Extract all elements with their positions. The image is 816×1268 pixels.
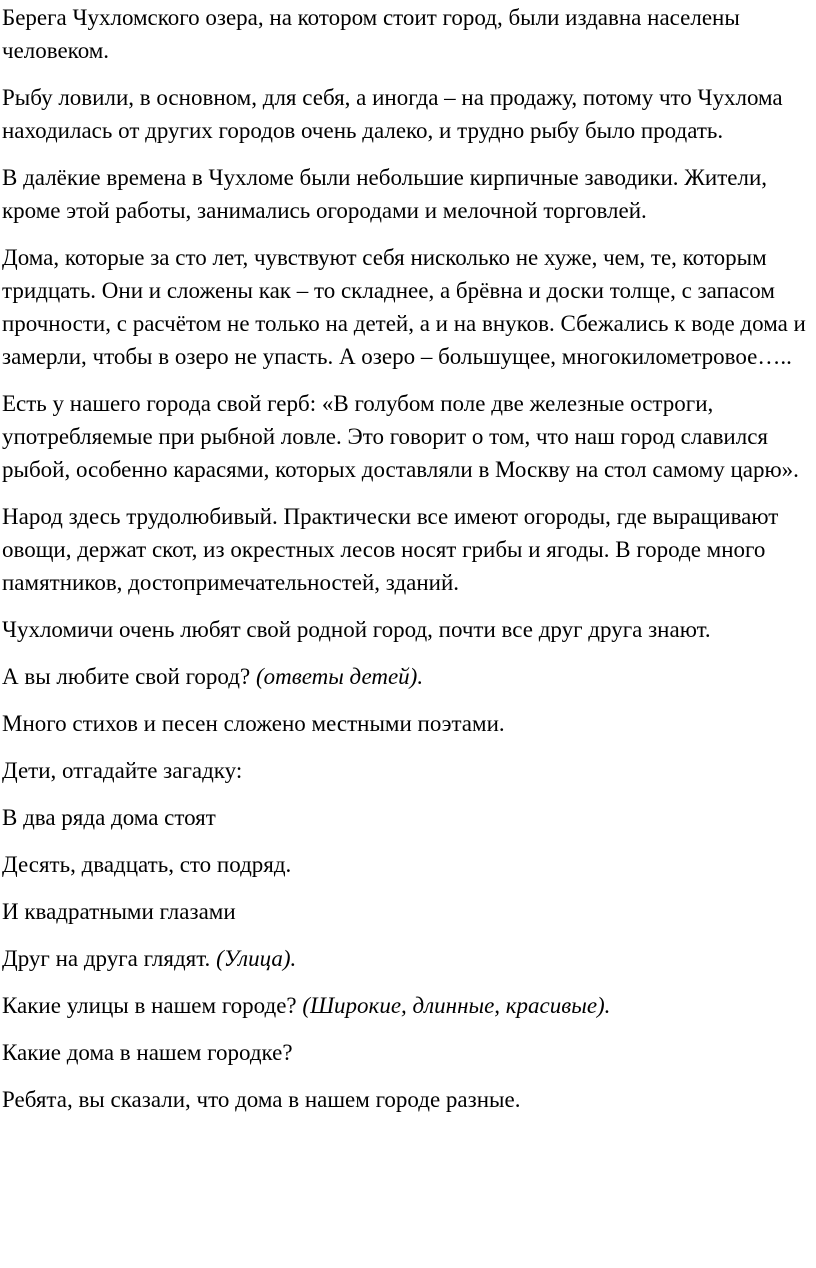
paragraph-houses: Дома, которые за сто лет, чувствуют себя нисколько не хуже, чем, те, которым тридцать. Они и сложены как – то складнее, а брёвна и доски толще, с запасом прочности, с расчётом не только на детей, а и на внуков. Сбежались к воде дома и замерли, чтобы в озеро не упасть. А озеро – большущее, многокилометровое….. [2, 245, 806, 369]
paragraph-lake-shores: Берега Чухломского озера, на котором стоит город, были издавна населены человеком. [2, 5, 740, 63]
riddle-line: Десять, двадцать, сто подряд. [2, 852, 292, 877]
riddle-text: Друг на друга глядят. [2, 946, 217, 971]
riddle-answer: (Улица). [216, 946, 297, 971]
question-text: Какие улицы в нашем городе? [2, 993, 303, 1018]
question-love-town [2, 660, 810, 693]
question-answer: (Широкие, длинные, красивые). [302, 993, 611, 1018]
question-streets [2, 989, 810, 1022]
riddle-line: И квадратными глазами [2, 899, 236, 924]
paragraph-poets: Много стихов и песен сложено местными поэтами. [2, 711, 505, 736]
paragraph-coat-of-arms: Есть у нашего города свой герб: «В голубом поле две железные остроги, употребляемые при рыбной ловле. Это говорит о том, что наш город славился рыбой, особенно карасями, которых доставляли в Москву на стол самому царю». [2, 391, 799, 482]
question-houses: Какие дома в нашем городке? [2, 1040, 293, 1065]
paragraph-love-town: Чухломичи очень любят свой родной город, почти все друг друга знают. [2, 617, 711, 642]
paragraph-brick-factories: В далёкие времена в Чухломе были небольшие кирпичные заводики. Жители, кроме этой работы, занимались огородами и мелочной торговлей. [2, 165, 768, 223]
riddle-line: В два ряда дома стоят [2, 805, 216, 830]
paragraph-people: Народ здесь трудолюбивый. Практически все имеют огороды, где выращивают овощи, держат скот, из окрестных лесов носят грибы и ягоды. В городе много памятников, достопримечательностей, зданий. [2, 504, 779, 595]
closing-paragraph: Ребята, вы сказали, что дома в нашем городе разные. [2, 1087, 521, 1112]
question-answer: (ответы детей). [255, 664, 424, 689]
question-text: А вы любите свой город? [2, 664, 256, 689]
riddle-intro: Дети, отгадайте загадку: [2, 758, 243, 783]
paragraph-fishing: Рыбу ловили, в основном, для себя, а иногда – на продажу, потому что Чухлома находилась от других городов очень далеко, и трудно рыбу было продать. [2, 85, 783, 143]
riddle-last-line [2, 942, 810, 975]
